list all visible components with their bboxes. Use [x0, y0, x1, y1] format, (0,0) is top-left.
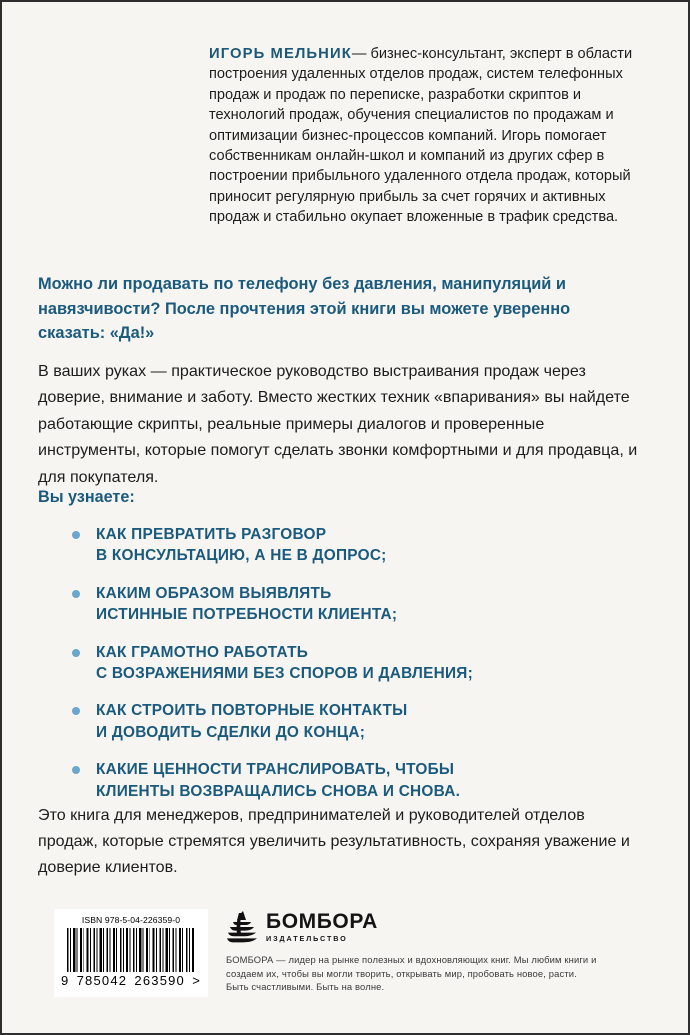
author-intro-block: [209, 44, 637, 228]
list-item: [72, 759, 642, 802]
author-name: ИГОРЬ МЕЛЬНИК: [209, 46, 352, 62]
barcode-digit-lead: 9: [61, 973, 70, 988]
isbn-label: ISBN 978-5-04-226359-0: [81, 915, 181, 925]
list-item-line-2: КЛИЕНТЫ ВОЗВРАЩАЛИСЬ СНОВА И СНОВА.: [96, 782, 461, 800]
list-item-line-2: ИСТИННЫЕ ПОТРЕБНОСТИ КЛИЕНТА;: [96, 606, 398, 624]
list-item-line-1: КАК ГРАМОТНО РАБОТАТЬ: [96, 643, 309, 661]
list-item-line-2: И ДОВОДИТЬ СДЕЛКИ ДО КОНЦА;: [96, 723, 366, 741]
bullet-dot-icon: [72, 531, 80, 539]
benefits-list: [72, 524, 642, 818]
list-item-line-2: В КОНСУЛЬТАЦИЮ, А НЕ В ДОПРОС;: [96, 547, 387, 565]
barcode-panel: [54, 909, 208, 997]
list-item-line-1: КАКИМ ОБРАЗОМ ВЫЯВЛЯТЬ: [96, 584, 332, 602]
bullet-dot-icon: [72, 649, 80, 657]
list-item-line-2: С ВОЗРАЖЕНИЯМИ БЕЗ СПОРОВ И ДАВЛЕНИЯ;: [96, 665, 473, 683]
bullet-dot-icon: [72, 590, 80, 598]
list-item: [72, 583, 642, 626]
list-item-line-1: КАК ПРЕВРАТИТЬ РАЗГОВОР: [96, 526, 327, 543]
barcode-digits: [61, 973, 201, 988]
publisher-logo-row: [226, 910, 626, 944]
learn-heading: Вы узнаете:: [38, 488, 135, 506]
lead-question: Можно ли продавать по телефону без давления, манипуляций и навязчивости? После прочтения этой книги вы можете уверенно сказать: «Да!»: [38, 275, 571, 343]
list-item-line-1: КАКИЕ ЦЕННОСТИ ТРАНСЛИРОВАТЬ, ЧТОБЫ: [96, 761, 455, 779]
barcode-digit-right: 263590: [134, 973, 185, 988]
barcode-bars-icon: [67, 928, 195, 972]
author-bio: — бизнес-консультант, эксперт в области построения удаленных отделов продаж, систем телефонных продаж и продаж по переписке, разработки скриптов и технологий продаж, обучения специалистов по продажам и оптимизации бизнес-процессов компаний. Игорь помогает собственникам онлайн-школ и компаний из других сфер в построении прибыльного удаленного отдела продаж, который приносит регулярную прибыль за счет горячих и активных продаж и стабильно окупает вложенные в трафик средства.: [209, 46, 633, 226]
bullet-dot-icon: [72, 766, 80, 774]
list-item: [72, 524, 642, 567]
publisher-description: БОМБОРА — лидер на рынке полезных и вдохновляющих книг. Мы любим книги и создаем их, чтобы вы могли творить, открывать мир, пробовать новое, расти. Быть счастливыми. Быть на волне.: [226, 954, 597, 993]
publisher-wordmark: [266, 911, 378, 943]
publisher-name: БОМБОРА: [266, 910, 378, 933]
barcode-digit-trail: >: [192, 973, 201, 988]
publisher-subtitle: ИЗДАТЕЛЬСТВО: [266, 934, 348, 943]
list-item-line-1: КАК СТРОИТЬ ПОВТОРНЫЕ КОНТАКТЫ: [96, 702, 408, 720]
body-paragraph: В ваших руках — практическое руководство выстраивания продаж через доверие, внимание и заботу. Вместо жестких техник «впаривания» вы найдете работающие скрипты, реальные примеры диалогов и проверенные инструменты, которые помогут сделать звонки комфортными и для продавца, и для покупателя.: [38, 362, 638, 486]
publisher-block: [226, 910, 626, 994]
list-item: [72, 642, 642, 685]
bombora-brush-mark-icon: [226, 910, 258, 944]
list-item: [72, 700, 642, 743]
closing-paragraph: Это книга для менеджеров, предпринимателей и руководителей отделов продаж, которые стремятся увеличить результативность, сохраняя уважение и доверие клиентов.: [38, 806, 630, 877]
bullet-dot-icon: [72, 707, 80, 715]
barcode-digit-left: 785042: [76, 973, 128, 988]
